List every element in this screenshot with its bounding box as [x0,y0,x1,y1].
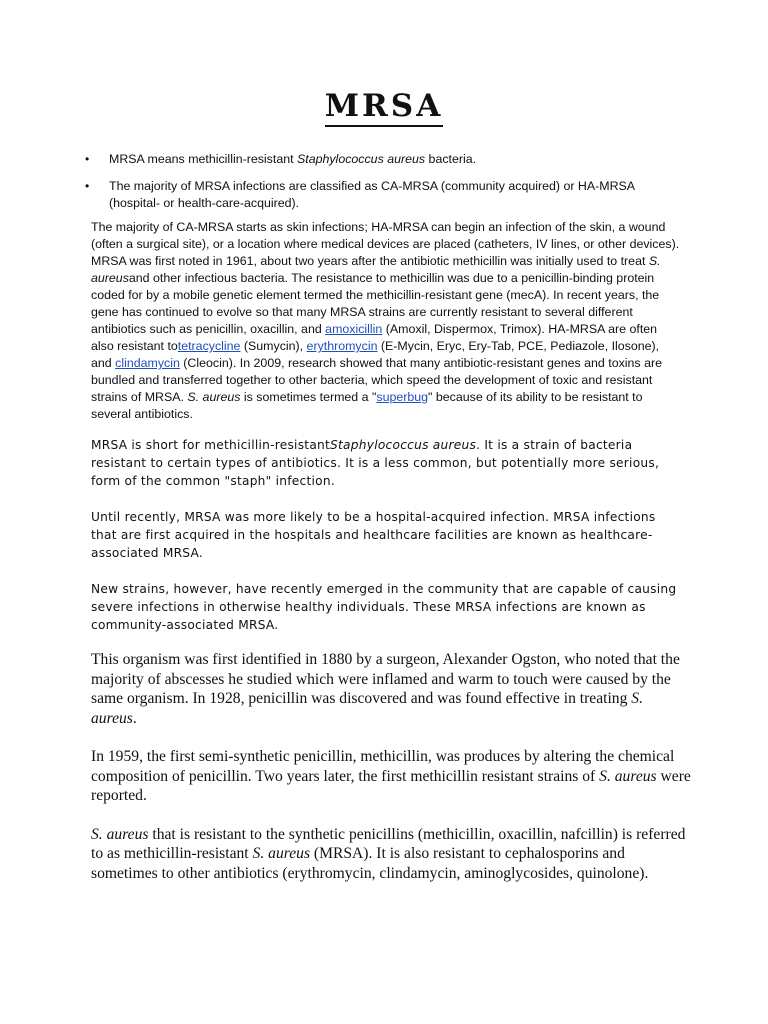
paragraph-ca-mrsa: The majority of CA-MRSA starts as skin infections; HA-MRSA can begin an infection of the skin, a wound (often a surgical site), or a location where medical devices are placed (catheters, IV lines, or other devices). [91,220,680,251]
paragraph-1880: This organism was first identified in 1880 by a surgeon, Alexander Ogston, who noted that the majority of abscesses he studied which were inflamed and warm to touch were caused by the same organism. In 1928, penicillin was discovered and was found effective in treating S. aureus. [91,651,680,727]
link-amoxicillin[interactable]: amoxicillin [325,322,383,336]
link-tetracycline[interactable]: tetracycline [177,339,241,353]
paragraph-resistant: S. aureus that is resistant to the synthetic penicillins (methicillin, oxacillin, nafcillin) is referred to as methicillin-resistant S. aureus (MRSA). It is also resistant to cephalosporins and sometimes to other antibiotics (erythromycin, clindamycin, aminoglycosides, quinolone). [91,825,686,882]
link-erythromycin[interactable]: erythromycin [306,339,378,353]
body-section-b [91,436,681,652]
paragraph-1959: In 1959, the first semi-synthetic penicillin, methicillin, was produces by altering the chemical composition of penicillin. Two years later, the first methicillin resistant strains of S. aureus were reported. [91,748,691,804]
body-section-a [91,219,681,423]
paragraph-1961: MRSA was first noted in 1961, about two years after the antibiotic methicillin was initially used to treat S. aureusand other infectious bacteria. The resistance to methicillin was due to a penicillin-binding protein coded for by a mobile genetic element termed the methicillin-resistant gene (mecA). In recent years, the gene has continued to evolve so that many MRSA strains are currently resistant to several different antibiotics such as penicillin, oxacillin, and amoxicillin (Amoxil, Dispermox, Trimox). HA-MRSA are often also resistant totetracycline (Sumycin), erythromycin (E-Mycin, Eryc, Ery-Tab, PCE, Pediazole, Ilosone), and clindamycin (Cleocin). In 2009, research showed that many antibiotic-resistant genes and toxins are bundled and transferred together to other bacteria, which speed the development of toxic and resistant strains of MRSA. S. aureus is sometimes termed a "superbug" because of its ability to be resistant to several antibiotics. [91,254,662,421]
body-section-c [91,650,691,902]
paragraph-short-for: MRSA is short for methicillin-resistantStaphylococcus aureus. It is a strain of bacteria resistant to certain types of antibiotics. It is a less common, but potentially more serious, form of the common "staph" infection. [91,438,660,488]
link-clindamycin[interactable]: clindamycin [115,356,180,370]
bullet-list [82,151,682,222]
paragraph-community: New strains, however, have recently emerged in the community that are capable of causing severe infections in otherwise healthy individuals. These MRSA infections are known as community-associated MRSA. [91,582,677,632]
document-title: MRSA [0,88,768,127]
bullet-item: • MRSA means methicillin-resistant Staphylococcus aureus bacteria. [82,151,682,168]
link-superbug[interactable]: superbug [376,390,429,404]
bullet-item: • The majority of MRSA infections are classified as CA-MRSA (community acquired) or HA-MRSA (hospital- or health-care-acquired). [82,178,682,212]
paragraph-hospital: Until recently, MRSA was more likely to be a hospital-acquired infection. MRSA infections that are first acquired in the hospitals and healthcare facilities are known as healthcare-associated MRSA. [91,510,656,560]
